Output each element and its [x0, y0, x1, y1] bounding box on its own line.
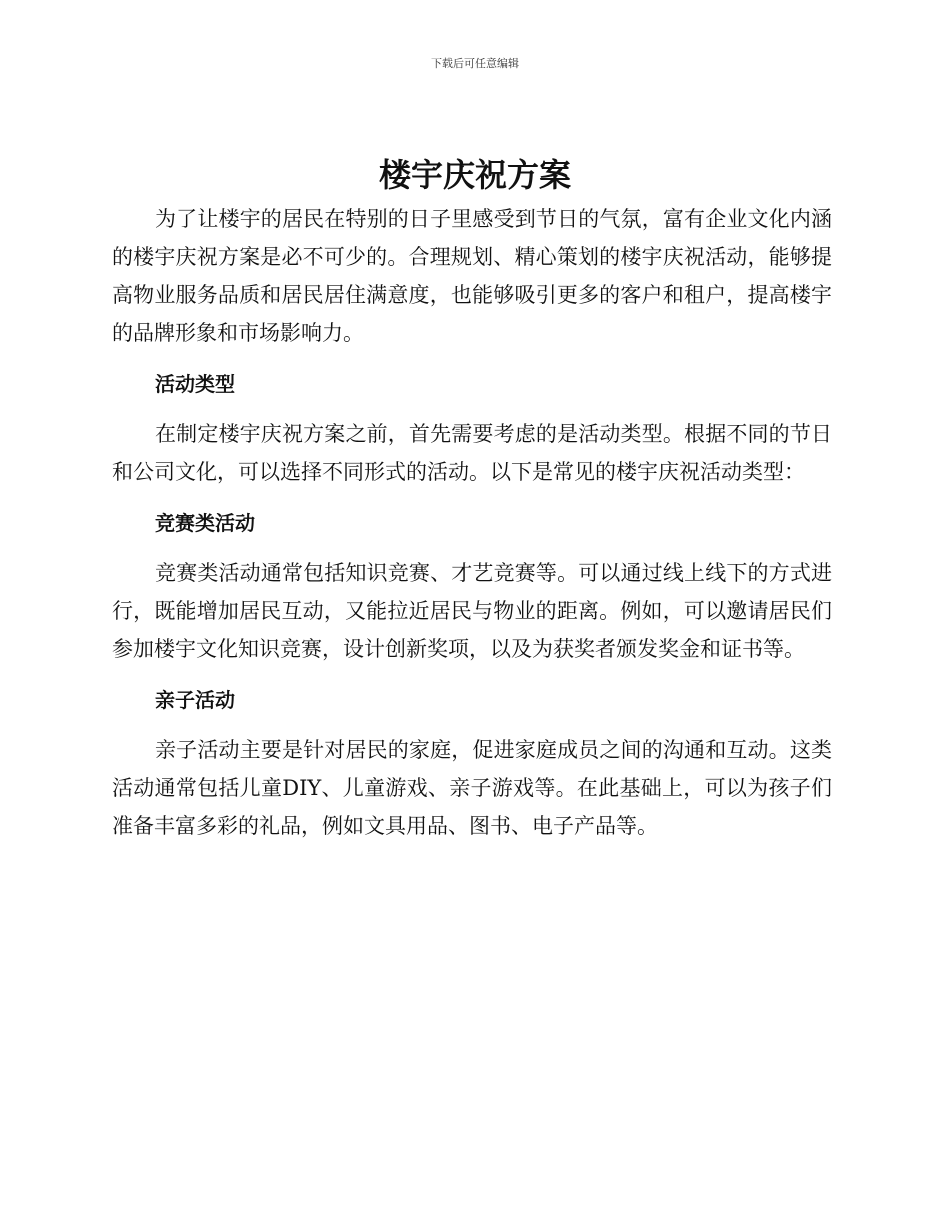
document-title: 楼宇庆祝方案 — [378, 156, 571, 194]
page-header: 下载后可任意编辑 — [431, 57, 519, 70]
section-body-competition: 竞赛类活动通常包括知识竞赛、才艺竞赛等。可以通过线上线下的方式进行，既能增加居民互动，又能拉近居民与物业的距离。例如，可以邀请居民们参加楼宇文化知识竞赛，设计创新奖项，以及为获奖者颁发奖金和证书等。 — [112, 561, 832, 661]
document-body — [112, 200, 832, 845]
section-heading-activity-types: 活动类型 — [155, 372, 235, 396]
section-heading-parent-child: 亲子活动 — [155, 688, 235, 712]
intro-paragraph: 为了让楼宇的居民在特别的日子里感受到节日的气氛，富有企业文化内涵的楼宇庆祝方案是必不可少的。合理规划、精心策划的楼宇庆祝活动，能够提高物业服务品质和居民居住满意度，也能够吸引更多的客户和租户，提高楼宇的品牌形象和市场影响力。 — [112, 207, 832, 345]
section-body-activity-types: 在制定楼宇庆祝方案之前，首先需要考虑的是活动类型。根据不同的节日和公司文化，可以选择不同形式的活动。以下是常见的楼宇庆祝活动类型： — [112, 422, 832, 484]
section-heading-competition: 竞赛类活动 — [155, 511, 255, 535]
section-body-parent-child: 亲子活动主要是针对居民的家庭，促进家庭成员之间的沟通和互动。这类活动通常包括儿童DIY、儿童游戏、亲子游戏等。在此基础上，可以为孩子们准备丰富多彩的礼品，例如文具用品、图书、电子产品等。 — [112, 738, 832, 838]
